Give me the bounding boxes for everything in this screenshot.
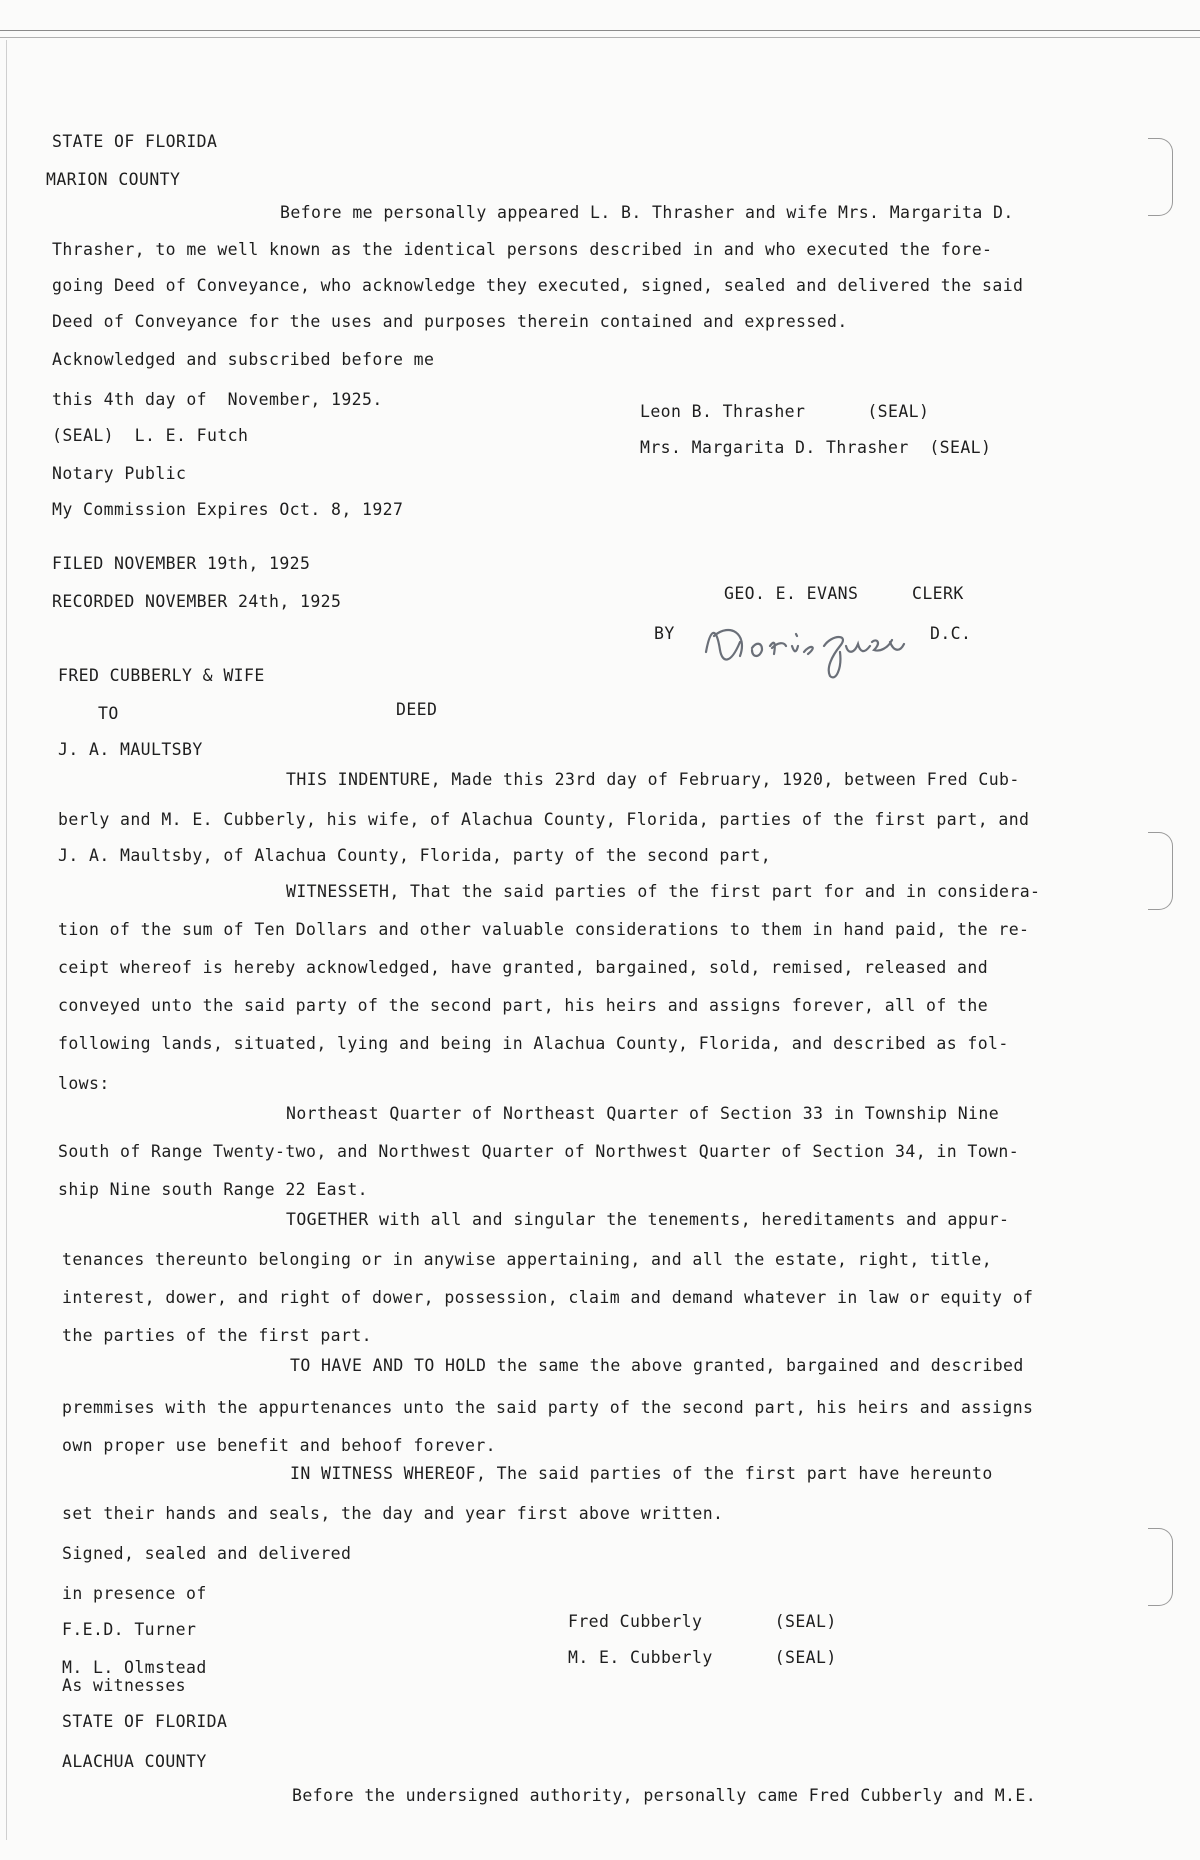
recorded-date: RECORDED NOVEMBER 24th, 1925 [52, 592, 342, 611]
deputy-clerk-signature [700, 612, 910, 682]
body-line: set their hands and seals, the day and year first above written. [62, 1504, 724, 1523]
signed-sealed-label: Signed, sealed and delivered [62, 1544, 352, 1563]
signer-leon-thrasher: Leon B. Thrasher (SEAL) [640, 402, 930, 421]
body-line: lows: [58, 1074, 110, 1093]
body-line: TO HAVE AND TO HOLD the same the above granted, bargained and described [290, 1356, 1024, 1375]
state-heading: STATE OF FLORIDA [52, 132, 218, 151]
top-rule [0, 30, 1200, 38]
body-line: following lands, situated, lying and being in Alachua County, Florida, and described as fol- [58, 1034, 1009, 1053]
land-description-line: ship Nine south Range 22 East. [58, 1180, 369, 1199]
witnesses-label: As witnesses [62, 1676, 187, 1695]
binder-hole-top [1148, 138, 1173, 216]
body-line: J. A. Maultsby, of Alachua County, Florida, party of the second part, [58, 846, 772, 865]
body-line: berly and M. E. Cubberly, his wife, of Alachua County, Florida, parties of the first part, and [58, 810, 1030, 829]
ack-line: Before me personally appeared L. B. Thrasher and wife Mrs. Margarita D. [280, 203, 1014, 222]
notary-commission: My Commission Expires Oct. 8, 1927 [52, 500, 404, 519]
body-line: IN WITNESS WHEREOF, The said parties of the first part have hereunto [290, 1464, 993, 1483]
deed-grantor: FRED CUBBERLY & WIFE [58, 666, 265, 685]
binder-hole-bottom [1148, 1528, 1173, 1606]
body-line: tenances thereunto belonging or in anywise appertaining, and all the estate, right, title, [62, 1250, 993, 1269]
footer-county: ALACHUA COUNTY [62, 1752, 207, 1771]
signer-fred-cubberly: Fred Cubberly (SEAL) [568, 1612, 837, 1631]
county-heading: MARION COUNTY [46, 170, 181, 189]
filed-date: FILED NOVEMBER 19th, 1925 [52, 554, 311, 573]
footer-state: STATE OF FLORIDA [62, 1712, 228, 1731]
body-line: premmises with the appurtenances unto the said party of the second part, his heirs and assigns [62, 1398, 1034, 1417]
body-line: conveyed unto the said party of the second part, his heirs and assigns forever, all of the [58, 996, 989, 1015]
page-left-edge [6, 40, 7, 1840]
ack-line: going Deed of Conveyance, who acknowledge they executed, signed, sealed and delivered the said [52, 276, 1024, 295]
notary-title: Notary Public [52, 464, 187, 483]
land-description-line: Northeast Quarter of Northeast Quarter of Section 33 in Township Nine [286, 1104, 1000, 1123]
deed-to: TO [98, 704, 119, 723]
body-line: own proper use benefit and behoof forever. [62, 1436, 497, 1455]
clerk-name: GEO. E. EVANS [724, 584, 859, 603]
by-label: BY [654, 624, 675, 643]
body-line: ceipt whereof is hereby acknowledged, have granted, bargained, sold, remised, released and [58, 958, 989, 977]
footer-ack-line: Before the undersigned authority, personally came Fred Cubberly and M.E. [292, 1786, 1037, 1805]
in-presence-label: in presence of [62, 1584, 207, 1603]
ack-line: Deed of Conveyance for the uses and purposes therein contained and expressed. [52, 312, 848, 331]
body-line: interest, dower, and right of dower, possession, claim and demand whatever in law or equity of [62, 1288, 1034, 1307]
witness-olmstead: M. L. Olmstead [62, 1658, 207, 1677]
land-description-line: South of Range Twenty-two, and Northwest Quarter of Northwest Quarter of Section 34, in Town- [58, 1142, 1020, 1161]
witness-turner: F.E.D. Turner [62, 1620, 197, 1639]
deed-type: DEED [396, 700, 438, 719]
signer-me-cubberly: M. E. Cubberly (SEAL) [568, 1648, 837, 1667]
deed-grantee: J. A. MAULTSBY [58, 740, 203, 759]
clerk-title: CLERK [912, 584, 964, 603]
ack-date: this 4th day of November, 1925. [52, 390, 383, 409]
ack-line: Thrasher, to me well known as the identical persons described in and who executed the fore- [52, 240, 993, 259]
body-line: TOGETHER with all and singular the tenements, hereditaments and appur- [286, 1210, 1010, 1229]
ack-subscribed: Acknowledged and subscribed before me [52, 350, 435, 369]
body-line: tion of the sum of Ten Dollars and other valuable considerations to them in hand paid, the re- [58, 920, 1030, 939]
body-line: THIS INDENTURE, Made this 23rd day of February, 1920, between Fred Cub- [286, 770, 1020, 789]
body-line: the parties of the first part. [62, 1326, 373, 1345]
deputy-clerk-label: D.C. [930, 624, 972, 643]
notary-signature: (SEAL) L. E. Futch [52, 426, 249, 445]
body-line: WITNESSETH, That the said parties of the first part for and in considera- [286, 882, 1041, 901]
binder-hole-middle [1148, 832, 1173, 910]
signer-margarita-thrasher: Mrs. Margarita D. Thrasher (SEAL) [640, 438, 992, 457]
